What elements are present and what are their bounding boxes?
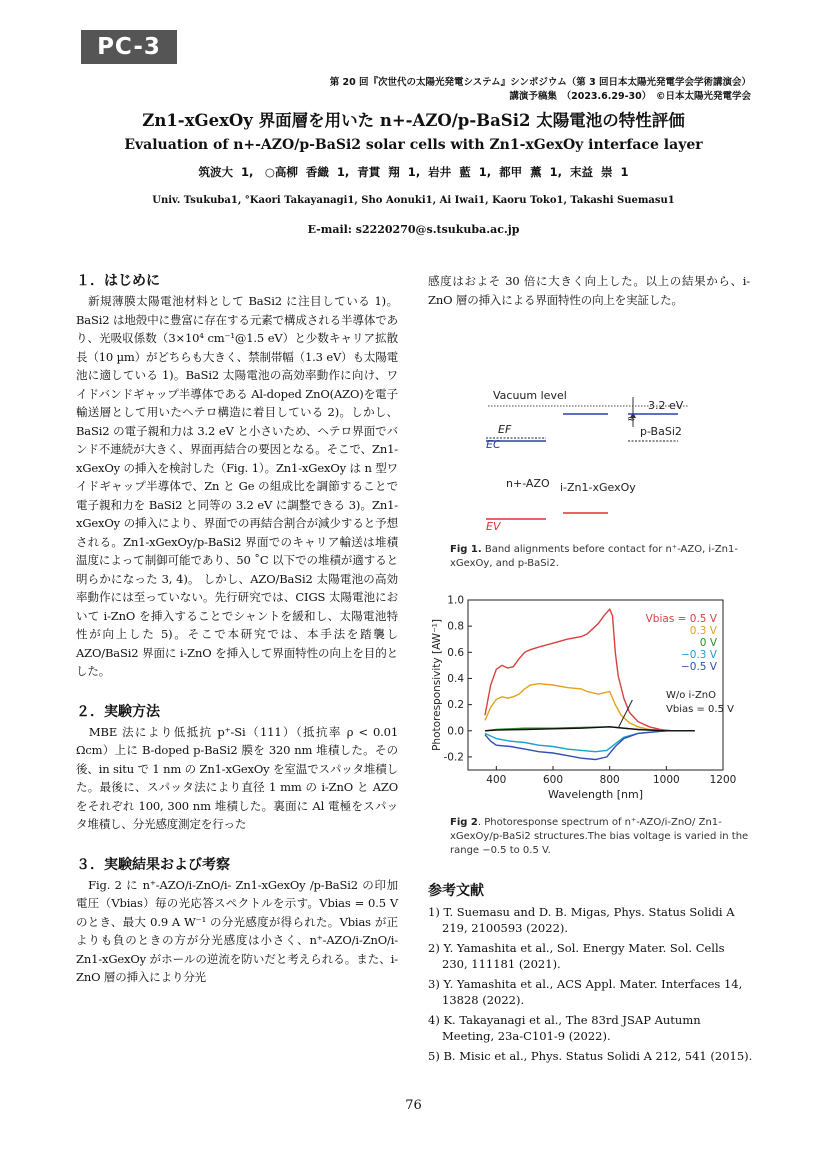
photoresponse-chart — [428, 588, 738, 813]
vacuum-level-label: Vacuum level — [493, 389, 567, 402]
chart-legend — [646, 613, 718, 673]
x-tick-label: 1000 — [652, 774, 680, 786]
chart-series — [485, 609, 695, 759]
x-tick-label: 800 — [599, 774, 620, 786]
without-izno-bias-annotation: Vbias = 0.5 V — [666, 704, 734, 715]
band-alignment-figure — [428, 375, 758, 540]
methods-heading: ２．実験方法 — [76, 703, 160, 720]
fig1-caption — [450, 543, 750, 571]
fermi-level-label: EF — [498, 423, 512, 436]
y-tick-label: 0.8 — [447, 620, 464, 633]
reference-item: 1) T. Suemasu and D. B. Migas, Phys. Status Solidi A 219, 2100593 (2022). — [428, 905, 735, 935]
pbasi2-label: p-BaSi2 — [640, 425, 682, 438]
y-axis-label: Photoresponsivity [AW⁻¹] — [431, 619, 443, 751]
series-line — [485, 609, 672, 731]
gap-value-label: 3.2 eV — [648, 399, 684, 412]
intro-heading: １．はじめに — [76, 273, 160, 289]
izngeo-label: i-Zn1-xGexOy — [560, 481, 636, 494]
results-paragraph: Fig. 2 に n⁺-AZO/i-ZnO/i- Zn1-xGexOy /p-BaSi2 の印加電圧（Vbias）毎の光応答スペクトルを示す。Vbias = 0.5 V のとき、最大 0.9 A W⁻¹ の分光感度が得られた。Vbias が正よりも負のときの方が分光感度は小さく、n⁺-AZO/i-ZnO/i-Zn1-xGexOy がホールの逆流を防いだと考えられる。また、i-ZnO 層の挿入により分光 — [76, 877, 398, 984]
fig2-caption-label: Fig 2 — [450, 817, 478, 828]
y-tick-label: 0.4 — [447, 672, 464, 685]
y-tick-label: 0.6 — [447, 646, 464, 659]
title-japanese: Zn1-xGexOy 界面層を用いた n+-AZO/p-BaSi2 太陽電池の特性評価 — [142, 111, 685, 130]
fig1-caption-text: Band alignments before contact for n⁺-AZO, i-Zn1-xGexOy, and p-BaSi2. — [450, 544, 738, 569]
ec-label: EC — [486, 438, 501, 451]
legend-entry: −0.5 V — [680, 661, 717, 673]
left-column — [76, 270, 398, 987]
contact-email: E-mail: s2220270@s.tsukuba.ac.jp — [307, 223, 520, 236]
x-tick-label: 1200 — [709, 774, 737, 786]
right-column-paragraph: 感度はおよそ 30 倍に大きく向上した。以上の結果から、i-ZnO 層の挿入による界面特性の向上を実証した。 — [428, 274, 750, 307]
series-line — [485, 731, 695, 752]
reference-item: 4) K. Takayanagi et al., The 83rd JSAP Autumn Meeting, 23a-C101-9 (2022). — [428, 1013, 701, 1043]
without-izno-annotation: W/o i-ZnO — [666, 690, 716, 701]
y-tick-label: -0.2 — [443, 751, 464, 764]
reference-item: 3) Y. Yamashita et al., ACS Appl. Mater. Interfaces 14, 13828 (2022). — [428, 977, 743, 1007]
results-heading: ３．実験結果および考察 — [76, 856, 230, 873]
references-section — [428, 880, 753, 1068]
conference-line-2: 講演予稿集 （2023.6.29-30） ©日本太陽光発電学会 — [509, 91, 751, 102]
conference-header — [330, 76, 751, 104]
authors-japanese: 筑波大 1, ○高柳 香織 1, 青貫 翔 1, 岩井 藍 1, 都甲 薫 1, 末益 崇 1 — [198, 165, 629, 179]
reference-item: 5) B. Misic et al., Phys. Status Solidi A 212, 541 (2015). — [428, 1049, 753, 1063]
reference-item: 2) Y. Yamashita et al., Sol. Energy Mater. Sol. Cells 230, 111181 (2021). — [428, 941, 725, 971]
series-line — [485, 731, 695, 760]
y-tick-label: 0.0 — [447, 725, 464, 738]
legend-entry: 0.3 V — [689, 625, 717, 637]
legend-entry: Vbias = 0.5 V — [645, 613, 717, 625]
x-tick-label: 600 — [542, 774, 564, 786]
x-axis-label: Wavelength [nm] — [547, 788, 644, 801]
x-tick-label: 400 — [486, 774, 507, 786]
conference-line-1: 第 20 回『次世代の太陽光発電システム』シンポジウム（第 3 回日本太陽光発電学会学術講演会） — [329, 77, 751, 88]
references-list — [428, 904, 753, 1064]
break-symbol: ≈ — [627, 414, 636, 425]
authors-english: Univ. Tsukuba1, °Kaori Takayanagi1, Sho Aonuki1, Ai Iwai1, Kaoru Toko1, Takashi Suemasu1 — [152, 195, 675, 206]
session-badge: PC-3 — [81, 30, 177, 64]
y-tick-label: 1.0 — [447, 594, 464, 607]
methods-paragraph: MBE 法により低抵抗 p⁺-Si（111）（抵抗率 ρ < 0.01 Ωcm）上に B-doped p-BaSi2 膜を 320 nm 堆積した。その後、in situ で 1 nm の Zn1-xGexOy を室温でスパッタ堆積した。最後に、スパッタ法により直径 1 mm の i-ZnO と AZO をそれぞれ 100, 300 nm 堆積した。裏面に Al 電極をスパッタ堆積し、分光感度測定を行った — [76, 724, 398, 831]
references-heading: 参考文献 — [428, 883, 484, 899]
intro-paragraph: 新規薄膜太陽電池材料として BaSi2 に注目している 1)。BaSi2 は地殻中に豊富に存在する元素で構成される半導体であり、光吸収係数（3×10⁴ cm⁻¹@1.5 eV）と少数キャリア拡散長（10 µm）がどちらも大きく、禁制帯幅（1.3 eV）も太陽電池に適している 1)。BaSi2 太陽電池の高効率動作に向け、ワイドバンドギャップ半導体である Al-doped ZnO(AZO)を電子輸送層として用いたヘテロ構造に着目している 2)。しかし、BaSi2 の電子親和力は 3.2 eV と小さいため、ヘテロ界面でバンド不連続が大きく、界面再結合の要因となる。そこで、Zn1-xGexOy の挿入を検討した（Fig. 1）。Zn1-xGexOy は n 型ワイドギャップ半導体で、Zn と Ge の組成比を調節することで電子親和力を BaSi2 と同等の 3.2 eV に調整できる 3)。Zn1-xGexOy の挿入により、界面での再結合割合が減少すると予想される。Zn1-xGexOy/p-BaSi2 界面でのキャリア輸送は堆積温度によって制御可能であり、50 ˚C 以下での堆積が適すると明らかになった 3, 4)。 しかし、AZO/BaSi2 太陽電池の高効率動作には至っていない。先行研究では、CIGS 太陽電池において i-ZnO を挿入することでシャントを緩和し、太陽電池特性が向上した 5)。そこで本研究では、本手法を踏襲し AZO/BaSi2 界面に i-ZnO を挿入して界面特性の向上を目的とした。 — [76, 294, 398, 678]
fig1-caption-label: Fig 1. — [450, 544, 482, 555]
title-english: Evaluation of n+-AZO/p-BaSi2 solar cells with Zn1-xGexOy interface layer — [124, 137, 703, 153]
legend-entry: −0.3 V — [680, 649, 717, 661]
page-number: 76 — [405, 1098, 422, 1113]
fig2-caption-text: . Photoresponse spectrum of n⁺-AZO/i-ZnO/ Zn1-xGexOy/p-BaSi2 structures.The bias voltage is varied in the range −0.5 to 0.5 V. — [450, 817, 749, 856]
y-tick-label: 0.2 — [447, 699, 464, 712]
ev-label: EV — [486, 520, 501, 533]
fig2-caption — [450, 816, 750, 858]
azo-label: n+-AZO — [506, 477, 550, 490]
legend-entry: 0 V — [699, 637, 717, 649]
